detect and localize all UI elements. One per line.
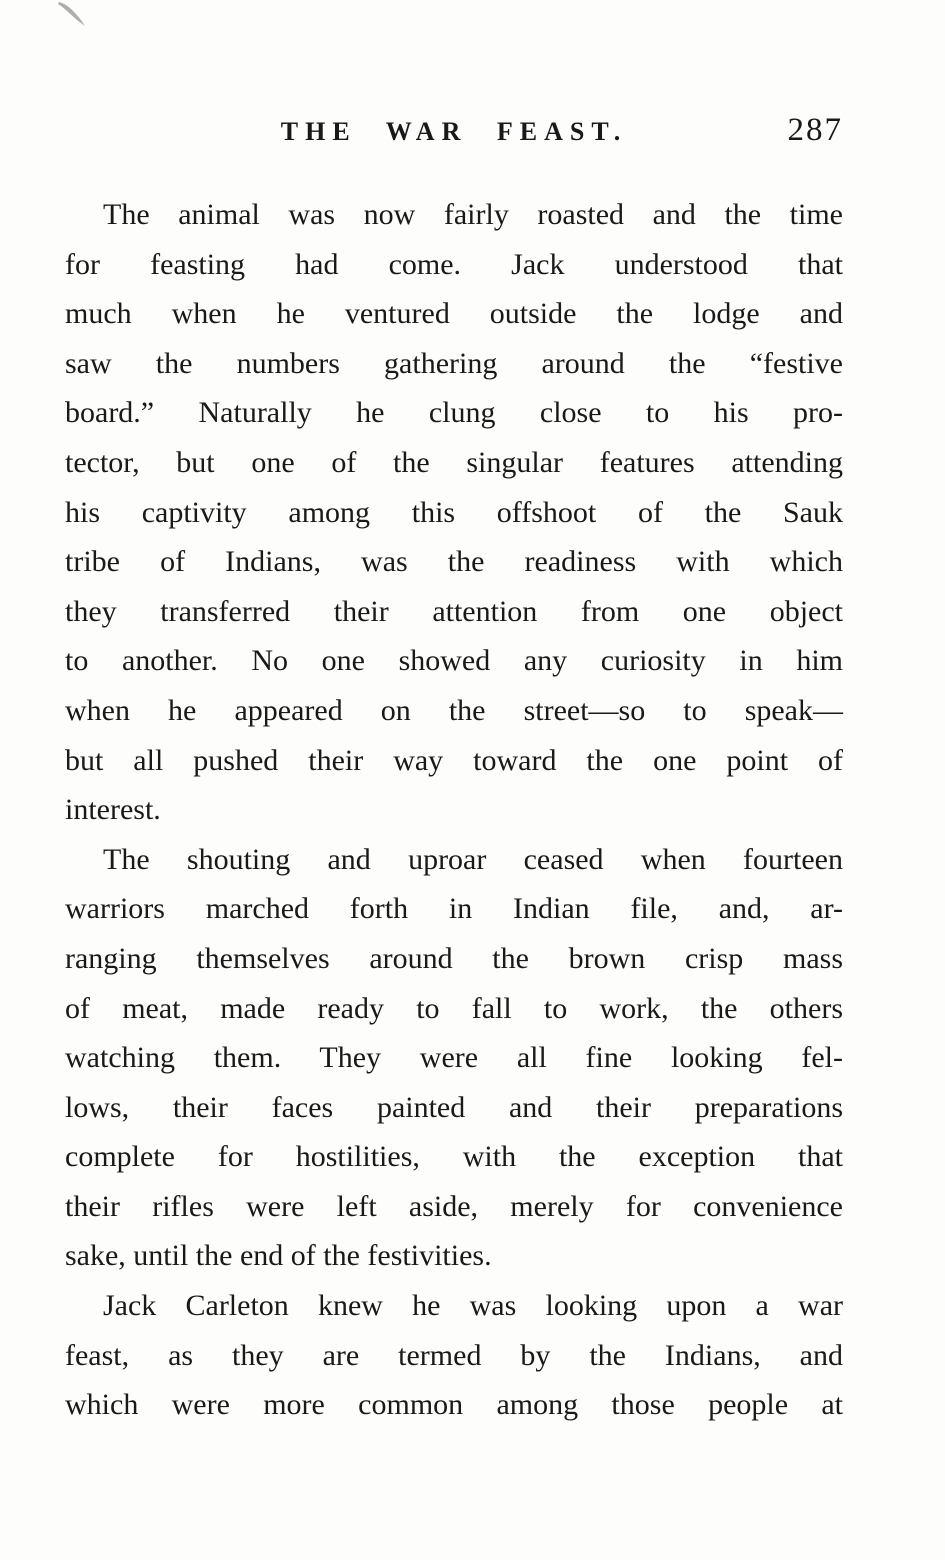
page-number: 287 xyxy=(787,112,843,148)
paragraph xyxy=(65,1281,843,1430)
text-line: for feasting had come. Jack understood that xyxy=(65,247,843,281)
text-line: they transferred their attention from one object xyxy=(65,594,843,628)
text-line: tector, but one of the singular features attending xyxy=(65,445,843,479)
text-line: to another. No one showed any curiosity in him xyxy=(65,644,843,678)
text-line: his captivity among this offshoot of the Sauk xyxy=(65,495,843,529)
text-line: which were more common among those people at xyxy=(65,1388,843,1422)
paragraph xyxy=(65,835,843,1281)
text-line: lows, their faces painted and their preparations xyxy=(65,1090,843,1124)
text-line: feast, as they are termed by the Indians, and xyxy=(65,1338,843,1372)
text-line: board.” Naturally he clung close to his pro- xyxy=(65,396,843,430)
text-line: ranging themselves around the brown crisp mass xyxy=(65,941,843,975)
text-line: saw the numbers gathering around the “festive xyxy=(65,346,843,380)
text-line: Jack Carleton knew he was looking upon a war xyxy=(103,1289,843,1323)
chapter-title: THE WAR FEAST. xyxy=(280,117,628,146)
text-line: warriors marched forth in Indian file, and, ar- xyxy=(65,892,843,926)
text-line: their rifles were left aside, merely for convenience xyxy=(65,1189,843,1223)
running-header xyxy=(65,112,843,149)
text-line: when he appeared on the street—so to speak— xyxy=(65,693,843,727)
text-line: but all pushed their way toward the one point of xyxy=(65,743,843,777)
text-line: tribe of Indians, was the readiness with which xyxy=(65,545,843,579)
page-body xyxy=(65,190,843,1430)
text-line: interest. xyxy=(65,793,161,827)
text-line: sake, until the end of the festivities. xyxy=(65,1239,492,1273)
text-line: The shouting and uproar ceased when fourteen xyxy=(103,842,843,876)
text-line: The animal was now fairly roasted and the time xyxy=(103,198,843,231)
scan-artifact-mark xyxy=(55,0,95,28)
text-line: watching them. They were all fine looking fel- xyxy=(65,1041,843,1075)
paragraph xyxy=(65,190,843,835)
text-line: of meat, made ready to fall to work, the others xyxy=(65,991,843,1025)
text-line: complete for hostilities, with the exception that xyxy=(65,1140,843,1174)
text-line: much when he ventured outside the lodge and xyxy=(65,297,843,331)
